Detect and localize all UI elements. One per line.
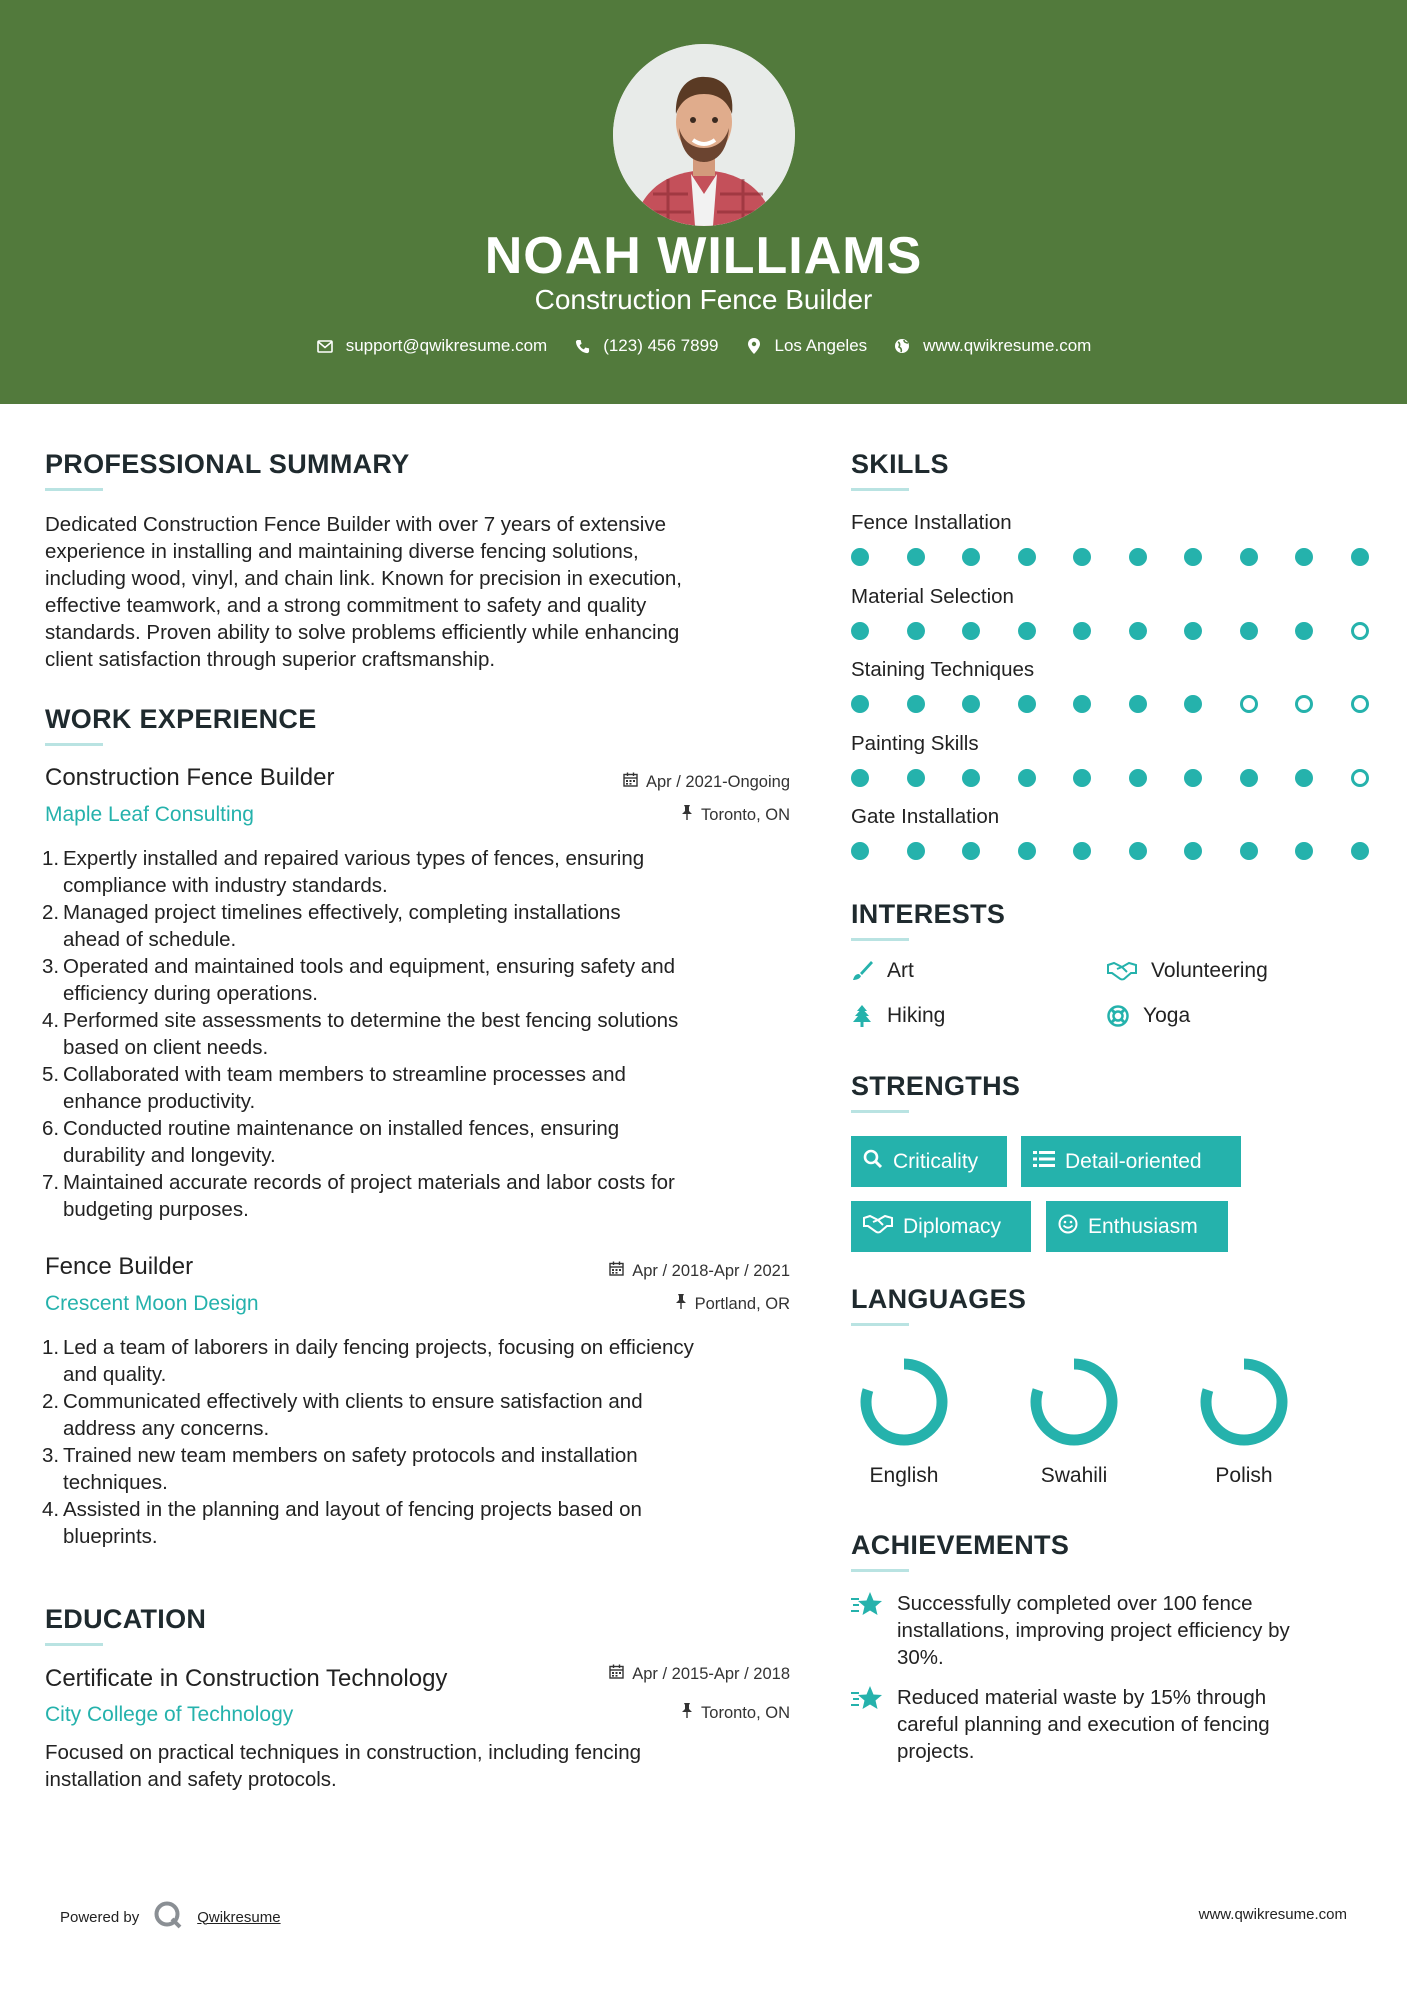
interests-underline	[851, 938, 909, 941]
job-location	[500, 1294, 790, 1314]
skill-dot-filled	[1129, 695, 1147, 713]
skill-dot-filled	[1240, 622, 1258, 640]
pushpin-icon	[675, 1294, 687, 1314]
list-item: 3. Operated and maintained tools and equipment, ensuring safety and efficiency during operations.	[42, 955, 675, 1005]
lifebuoy-icon	[1107, 1005, 1129, 1027]
languages-underline	[851, 1323, 909, 1326]
skill-dot-filled	[851, 769, 869, 787]
skill-dot-filled	[1129, 842, 1147, 860]
skill-dot-filled	[962, 769, 980, 787]
skill-dot-filled	[907, 548, 925, 566]
strengths-underline	[851, 1110, 909, 1113]
skill-dot-filled	[1295, 622, 1313, 640]
skills-heading: SKILLS	[851, 449, 949, 479]
skill-dot-filled	[907, 695, 925, 713]
skills-underline	[851, 488, 909, 491]
search-icon	[863, 1149, 883, 1175]
summary-text	[45, 511, 805, 673]
job-dates-text: Apr / 2018-Apr / 2021	[632, 1261, 790, 1280]
candidate-name: NOAH WILLIAMS	[484, 227, 923, 285]
skill-dot-empty	[1240, 695, 1258, 713]
skill-dot-filled	[962, 548, 980, 566]
skill-dot-filled	[962, 695, 980, 713]
contact-location	[745, 336, 868, 356]
email-text: support@qwikresume.com	[345, 336, 548, 355]
summary-line: standards. Proven ability to solve problems efficiently while enhancing	[45, 621, 680, 644]
skill-dot-filled	[1073, 548, 1091, 566]
language-level-arc	[866, 1364, 942, 1440]
envelope-icon	[316, 337, 334, 355]
list-item: 7. Maintained accurate records of project materials and labor costs for budgeting purposes.	[42, 1171, 675, 1221]
skill-dot-empty	[1351, 622, 1369, 640]
phone-icon	[573, 337, 591, 355]
skill-dot-filled	[1018, 695, 1036, 713]
list-item: 6. Conducted routine maintenance on installed fences, ensuring durability and longevity.	[42, 1117, 620, 1167]
interest-hiking: Hiking	[851, 1004, 945, 1028]
pushpin-icon	[681, 805, 693, 825]
interests-heading: INTERESTS	[851, 899, 1006, 929]
website-text: www.qwikresume.com	[923, 336, 1092, 355]
skill-label: Material Selection	[851, 584, 1014, 608]
experience-underline	[45, 743, 103, 746]
language-ring	[1024, 1352, 1124, 1452]
education-description: Focused on practical techniques in construction, including fencing installation and safety protocols.	[45, 1741, 641, 1791]
language-ring	[854, 1352, 954, 1452]
interest-yoga: Yoga	[1107, 1004, 1190, 1028]
summary-line: including wood, vinyl, and chain link. Known for precision in execution,	[45, 567, 683, 590]
skill-dot-filled	[1018, 548, 1036, 566]
skill-dot-filled	[1018, 622, 1036, 640]
skill-dot-filled	[1129, 769, 1147, 787]
list-item: 1. Led a team of laborers in daily fencing projects, focusing on efficiency and quality.	[42, 1336, 694, 1386]
skill-dot-filled	[1295, 769, 1313, 787]
map-pin-icon	[745, 337, 763, 355]
job-dates-text: Apr / 2021-Ongoing	[645, 772, 790, 791]
skill-dot-filled	[1184, 769, 1202, 787]
contact-bar	[0, 336, 1407, 356]
strength-criticality: Criticality	[851, 1136, 1007, 1187]
company-name[interactable]: Maple Leaf Consulting	[45, 803, 254, 826]
contact-phone[interactable]	[573, 336, 718, 356]
handshake-icon	[1107, 960, 1137, 982]
skill-dot-filled	[1073, 622, 1091, 640]
strength-detail-oriented: Detail-oriented	[1021, 1136, 1241, 1187]
interest-art: Art	[851, 959, 914, 983]
education-dates	[500, 1664, 790, 1684]
skill-dot-filled	[962, 622, 980, 640]
list-item: 2. Communicated effectively with clients to ensure satisfaction and address any concerns.	[42, 1390, 643, 1440]
star-award-icon	[851, 1684, 883, 1714]
handshake-icon	[863, 1214, 893, 1240]
qwikresume-logo-icon	[153, 1900, 183, 1934]
education-location-text: Toronto, ON	[701, 1703, 790, 1722]
skill-dot-empty	[1351, 695, 1369, 713]
summary-heading: PROFESSIONAL SUMMARY	[45, 449, 410, 479]
job-location-text: Toronto, ON	[701, 805, 790, 824]
skill-dot-filled	[1184, 548, 1202, 566]
skill-dot-filled	[1129, 548, 1147, 566]
skill-dot-filled	[1295, 548, 1313, 566]
company-name[interactable]: Crescent Moon Design	[45, 1292, 259, 1315]
pushpin-icon	[681, 1703, 693, 1723]
language-label: English	[869, 1464, 939, 1487]
summary-underline	[45, 488, 103, 491]
skill-dot-filled	[907, 842, 925, 860]
skill-dot-filled	[851, 622, 869, 640]
list-item: 4. Performed site assessments to determine the best fencing solutions based on client needs.	[42, 1009, 679, 1059]
achievements-underline	[851, 1569, 909, 1572]
education-heading: EDUCATION	[45, 1604, 207, 1634]
powered-by-text: Powered by	[60, 1908, 140, 1926]
skill-label: Gate Installation	[851, 805, 1000, 828]
star-award-icon	[851, 1590, 883, 1620]
languages-heading: LANGUAGES	[851, 1284, 1027, 1314]
skill-dot-filled	[1351, 842, 1369, 860]
calendar-icon	[609, 1664, 624, 1684]
list-icon	[1033, 1150, 1055, 1174]
footer-website[interactable]: www.qwikresume.com	[1198, 1906, 1347, 1923]
header-banner	[0, 0, 1407, 404]
degree-title: Certificate in Construction Technology	[45, 1665, 448, 1692]
skill-dot-filled	[1073, 842, 1091, 860]
calendar-icon	[623, 772, 638, 792]
phone-text: (123) 456 7899	[603, 336, 719, 355]
skill-dot-filled	[851, 695, 869, 713]
qwikresume-link[interactable]: Qwikresume	[197, 1908, 281, 1926]
job-location	[500, 805, 790, 825]
list-item: 2. Managed project timelines effectively, completing installations ahead of schedule.	[42, 901, 621, 951]
skill-dot-filled	[1184, 622, 1202, 640]
skill-label: Painting Skills	[851, 731, 979, 755]
skill-dot-filled	[1351, 548, 1369, 566]
job-dates	[500, 1261, 790, 1281]
job-dates	[500, 772, 790, 792]
skill-dot-filled	[1295, 842, 1313, 860]
list-item: 3. Trained new team members on safety protocols and installation techniques.	[42, 1444, 638, 1494]
job-title: Construction Fence Builder	[45, 764, 335, 791]
contact-email[interactable]	[316, 336, 548, 356]
skill-dot-filled	[1240, 842, 1258, 860]
skill-dot-filled	[1240, 769, 1258, 787]
school-name[interactable]: City College of Technology	[45, 1703, 294, 1726]
summary-line: effective teamwork, and a strong commitment to safety and quality	[45, 594, 647, 617]
language-level-arc	[1036, 1364, 1112, 1440]
achievements-heading: ACHIEVEMENTS	[851, 1530, 1070, 1560]
skill-dot-filled	[1073, 695, 1091, 713]
skill-dot-filled	[907, 622, 925, 640]
summary-line: client satisfaction through superior craftsmanship.	[45, 648, 496, 671]
interest-volunteering: Volunteering	[1107, 959, 1268, 983]
candidate-title: Construction Fence Builder	[534, 284, 873, 315]
skill-dot-filled	[907, 769, 925, 787]
tree-icon	[851, 1005, 873, 1027]
skill-dot-filled	[851, 548, 869, 566]
footer-powered-by	[60, 1900, 281, 1934]
skill-label: Staining Techniques	[851, 658, 1035, 681]
list-item: 1. Expertly installed and repaired various types of fences, ensuring compliance with industry standards.	[42, 847, 645, 897]
skill-dot-filled	[1184, 695, 1202, 713]
achievement-item: Successfully completed over 100 fence installations, improving project efficiency by 30%.	[851, 1590, 1371, 1671]
skill-dot-filled	[1240, 548, 1258, 566]
skill-label: Fence Installation	[851, 511, 1012, 534]
skill-dot-filled	[1129, 622, 1147, 640]
list-item: 5. Collaborated with team members to streamline processes and enhance productivity.	[42, 1063, 626, 1113]
globe-icon	[893, 337, 911, 355]
skill-dot-filled	[1018, 842, 1036, 860]
job-location-text: Portland, OR	[694, 1294, 790, 1313]
calendar-icon	[609, 1261, 624, 1281]
achievement-item: Reduced material waste by 15% through careful planning and execution of fencing projects.	[851, 1684, 1371, 1765]
profile-photo	[613, 44, 795, 226]
smile-icon	[1058, 1214, 1078, 1240]
job-duties-list	[42, 1334, 815, 1550]
contact-website[interactable]	[893, 336, 1091, 356]
skill-dot-filled	[851, 842, 869, 860]
skill-dot-filled	[962, 842, 980, 860]
job-title: Fence Builder	[45, 1253, 194, 1280]
skill-dot-filled	[1073, 769, 1091, 787]
strength-diplomacy: Diplomacy	[851, 1201, 1031, 1252]
summary-line: Dedicated Construction Fence Builder with over 7 years of extensive	[45, 513, 667, 536]
experience-heading: WORK EXPERIENCE	[45, 704, 317, 734]
paintbrush-icon	[851, 960, 873, 982]
language-level-arc	[1206, 1364, 1282, 1440]
strength-enthusiasm: Enthusiasm	[1046, 1201, 1228, 1252]
location-text: Los Angeles	[774, 336, 868, 355]
skill-dot-empty	[1351, 769, 1369, 787]
language-label: Swahili	[1040, 1464, 1108, 1487]
strengths-heading: STRENGTHS	[851, 1071, 1021, 1101]
language-label: Polish	[1215, 1464, 1273, 1487]
list-item: 4. Assisted in the planning and layout of fencing projects based on blueprints.	[42, 1498, 642, 1548]
skill-dot-filled	[1018, 769, 1036, 787]
skill-dot-empty	[1295, 695, 1313, 713]
summary-line: experience in installing and maintaining diverse fencing solutions,	[45, 540, 639, 563]
job-duties-list	[42, 845, 815, 1223]
skill-dot-filled	[1184, 842, 1202, 860]
education-dates-text: Apr / 2015-Apr / 2018	[632, 1664, 790, 1683]
education-underline	[45, 1643, 103, 1646]
language-ring	[1194, 1352, 1294, 1452]
education-location	[500, 1703, 790, 1723]
